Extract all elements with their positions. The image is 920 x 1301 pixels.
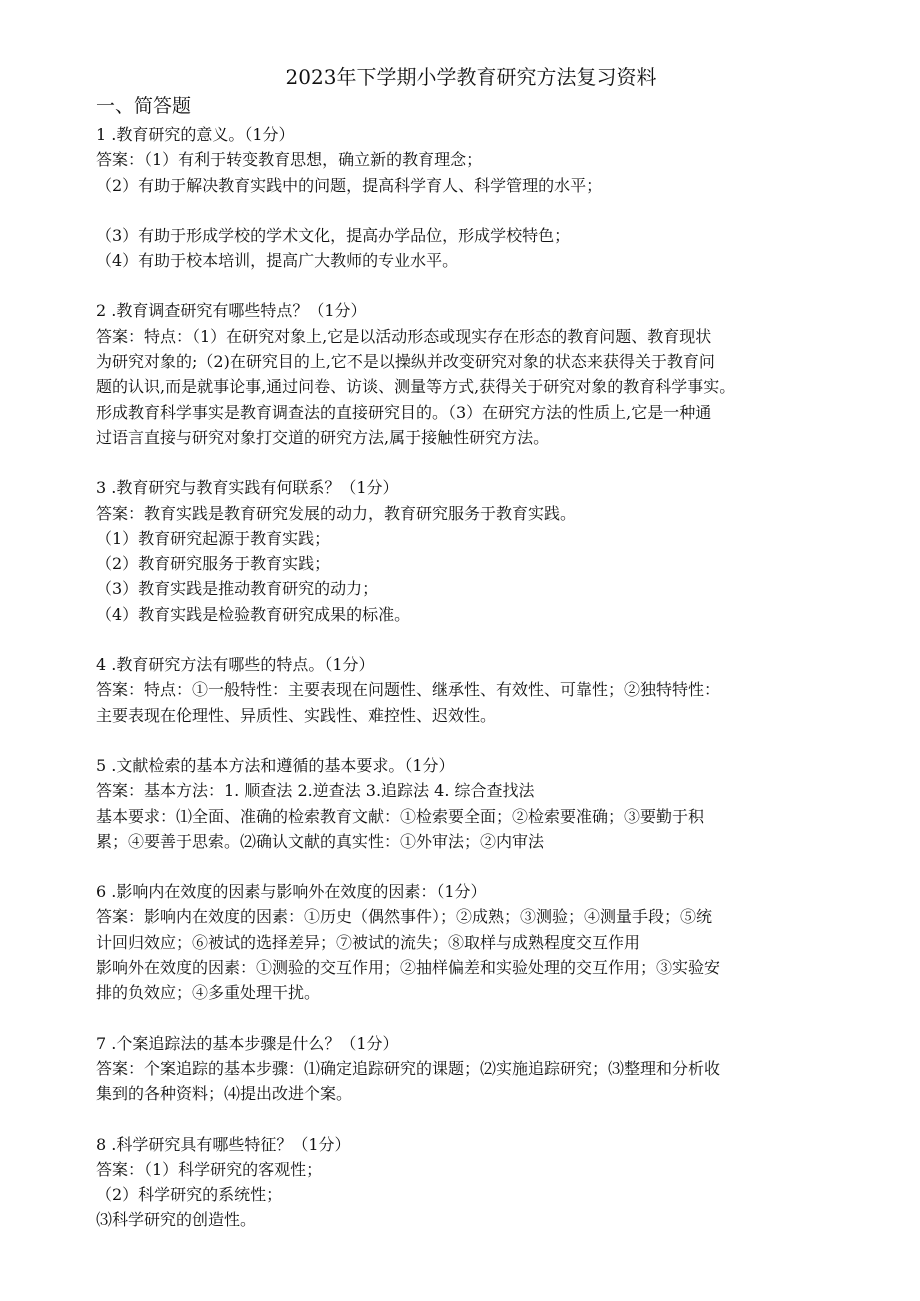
answer-line: ⑶科学研究的创造性。	[96, 1210, 257, 1230]
answer-line: （3）有助于形成学校的学术文化，提高办学品位，形成学校特色；	[96, 225, 571, 245]
answer-line: 答案：个案追踪的基本步骤：⑴确定追踪研究的课题；⑵实施追踪研究；⑶整理和分析收	[96, 1058, 721, 1078]
answer-line: 计回归效应；⑥被试的选择差异；⑦被试的流失；⑧取样与成熟程度交互作用	[96, 932, 641, 952]
question-heading: 6 .影响内在效度的因素与影响外在效度的因素：（1分）	[96, 882, 487, 902]
answer-line: 主要表现在伦理性、异质性、实践性、难控性、迟效性。	[96, 705, 497, 725]
question-1	[96, 122, 826, 273]
answer-line: 影响外在效度的因素：①测验的交互作用；②抽样偏差和实验处理的交互作用；③实验安	[96, 958, 721, 978]
question-8	[96, 1132, 826, 1233]
answer-line: 答案：基本方法：1. 顺查法 2.逆查法 3.追踪法 4. 综合查找法	[96, 781, 535, 801]
answer-line: 基本要求：⑴全面、准确的检索教育文献：①检索要全面；②检索要准确；③要勤于积	[96, 806, 705, 826]
answer-line: （4）有助于校本培训，提高广大教师的专业水平。	[96, 251, 459, 271]
question-5	[96, 753, 826, 854]
question-4	[96, 652, 826, 728]
question-heading: 2 .教育调查研究有哪些特点？（1分）	[96, 301, 367, 321]
question-2	[96, 298, 826, 450]
answer-line: （4）教育实践是检验教育研究成果的标准。	[96, 604, 411, 624]
answer-line: 答案：特点：①一般特性：主要表现在问题性、继承性、有效性、可靠性；②独特特性：	[96, 680, 721, 700]
question-6	[96, 879, 826, 1005]
answer-line: （2）教育研究服务于教育实践；	[96, 554, 331, 574]
question-heading: 4 .教育研究方法有哪些的特点。（1分）	[96, 655, 375, 675]
answer-line: 题的认识,而是就事论事,通过问卷、访谈、测量等方式,获得关于研究对象的教育科学事实。	[96, 377, 736, 397]
answer-line: 过语言直接与研究对象打交道的研究方法,属于接触性研究方法。	[96, 427, 550, 447]
question-heading: 7 .个案追踪法的基本步骤是什么？（1分）	[96, 1033, 399, 1053]
answer-line: 排的负效应；④多重处理干扰。	[96, 983, 321, 1003]
document-title: 2023年下学期小学教育研究方法复习资料	[285, 65, 657, 89]
answer-line: 为研究对象的;（2)在研究目的上,它不是以操纵并改变研究对象的状态来获得关于教育问	[96, 352, 715, 372]
document-page	[96, 62, 826, 1258]
question-7	[96, 1031, 826, 1107]
question-heading: 1 .教育研究的意义。（1分）	[96, 125, 295, 144]
question-3	[96, 475, 826, 627]
answer-line: （2）科学研究的系统性；	[96, 1185, 283, 1205]
answer-line: 答案：（1）科学研究的客观性；	[96, 1159, 323, 1179]
answer-line: 答案：特点：（1）在研究对象上,它是以活动形态或现实存在形态的教育问题、教育现状	[96, 326, 712, 346]
answer-line: 答案：教育实践是教育研究发展的动力，教育研究服务于教育实践。	[96, 503, 577, 523]
question-heading: 3 .教育研究与教育实践有何联系？（1分）	[96, 478, 399, 498]
answer-line: 集到的各种资料；⑷提出改进个案。	[96, 1084, 353, 1104]
blank-line	[96, 198, 826, 223]
answer-line: （3）教育实践是推动教育研究的动力；	[96, 579, 379, 599]
answer-line: 形成教育科学事实是教育调查法的直接研究目的。（3）在研究方法的性质上,它是一种通	[96, 402, 712, 422]
question-heading: 5 .文献检索的基本方法和遵循的基本要求。（1分）	[96, 755, 455, 775]
answer-line: 答案：（1）有利于转变教育思想，确立新的教育理念；	[96, 150, 483, 170]
answer-line: （2）有助于解决教育实践中的问题，提高科学育人、科学管理的水平；	[96, 175, 603, 195]
answer-line: 答案：影响内在效度的因素：①历史（偶然事件）；②成熟；③测验；④测量手段；⑤统	[96, 907, 713, 927]
answer-line: （1）教育研究起源于教育实践；	[96, 528, 331, 548]
section-heading: 一、简答题	[96, 95, 192, 117]
question-heading: 8 .科学研究具有哪些特征？（1分）	[96, 1134, 351, 1154]
answer-line: 累；④要善于思索。⑵确认文献的真实性：①外审法；②内审法	[96, 831, 545, 851]
